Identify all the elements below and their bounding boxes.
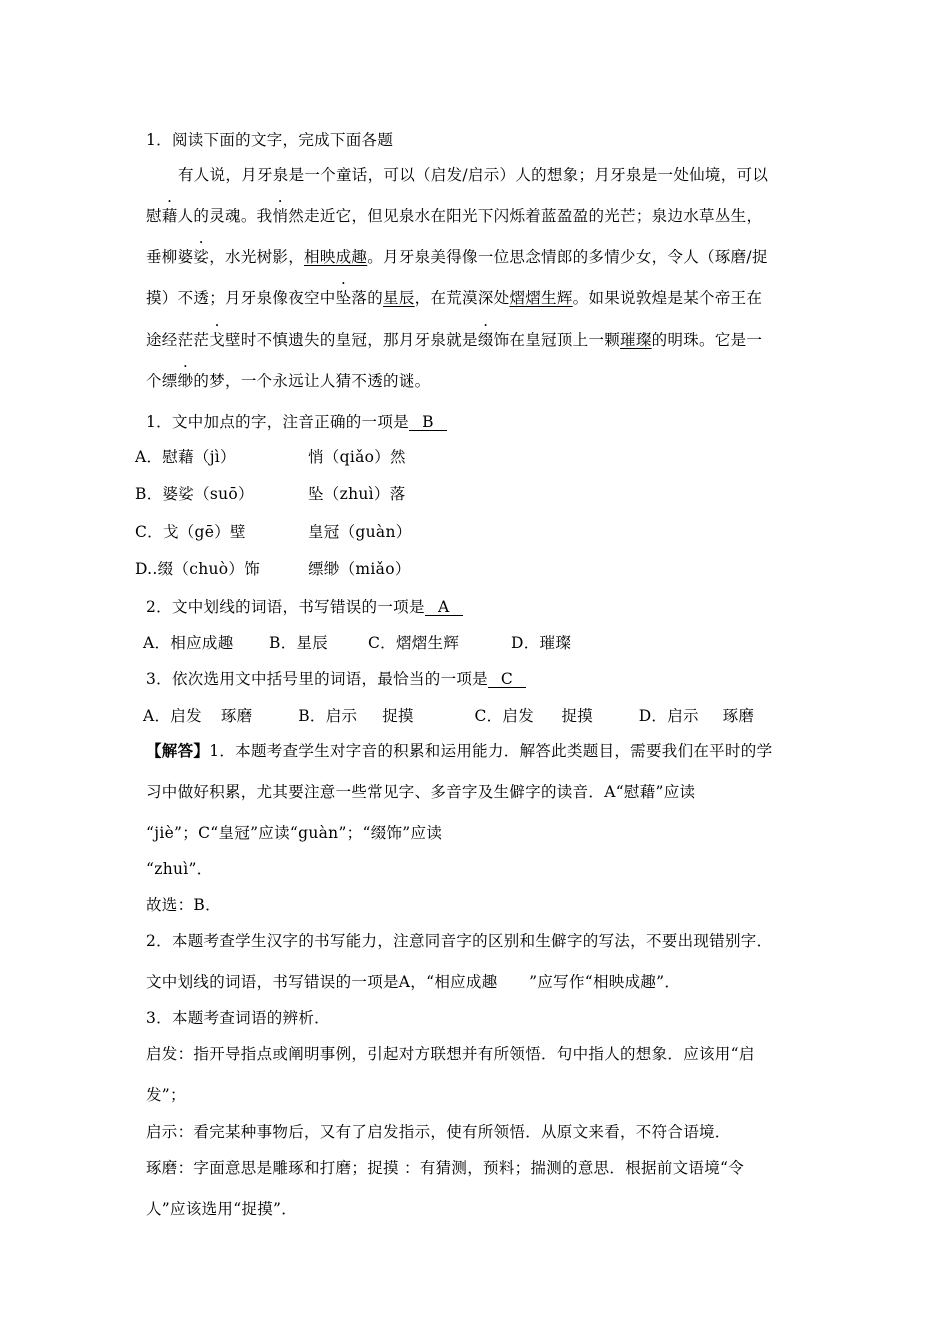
- text: 1．文中加点的字，注音正确的一项是: [146, 413, 409, 431]
- q1-option-c: [135, 520, 412, 542]
- passage-line-3: [146, 245, 768, 267]
- text: 慰: [146, 207, 162, 225]
- q1-option-b: [135, 482, 406, 504]
- underlined-word: 相映成趣: [304, 248, 368, 266]
- explain-line-1: [146, 739, 772, 761]
- passage-line-1: 有人说，月牙泉是一个童话，可以（启发/启示）人的想象；月牙泉是一处仙境，可以: [178, 166, 769, 184]
- option-right: 缥缈（miǎo）: [308, 560, 411, 578]
- option-d-word2: 琢磨: [722, 707, 755, 725]
- option: D．璀璨: [511, 634, 572, 652]
- dotted-char: 缈: [177, 372, 194, 390]
- text: ，水光树影，: [209, 248, 305, 266]
- dotted-char: 缀: [477, 331, 494, 349]
- text: 个缥: [146, 372, 178, 390]
- text: 途经茫茫: [146, 331, 210, 349]
- text: 壁时不慎遗失的皇冠，那月牙泉就是: [225, 331, 478, 349]
- q1-option-a: [135, 445, 406, 467]
- option-right: 坠（zhuì）落: [308, 485, 406, 503]
- text: 的梦，一个永远让人猜不透的谜。: [193, 372, 431, 390]
- text: 然走近它，但见泉水在阳光下闪烁着蓝盈盈的光芒；泉边水草丛生，: [288, 207, 763, 225]
- option-d-word1: D．启示: [638, 707, 699, 725]
- underlined-word: 璀璨: [620, 331, 652, 349]
- explain-line-8: 3．本题考查词语的辨析．: [146, 1009, 330, 1027]
- option: B．星辰: [269, 634, 329, 652]
- underlined-word: 熠熠生辉: [509, 289, 573, 307]
- explain-line-5: 故选：B．: [146, 896, 221, 914]
- explain-line-7: 文中划线的词语，书写错误的一项是A，“相应成趣 ”应写作“相映成趣”．: [146, 973, 681, 991]
- text: 。如果说敦煌是某个帝王在: [572, 289, 763, 307]
- explain-line-3: “jiè”；C“皇冠”应读“guàn”；“缀饰”应读: [146, 824, 443, 842]
- explain-line-13: 人”应该选用“捉摸”．: [146, 1200, 298, 1218]
- dotted-char: 娑: [193, 248, 210, 266]
- dotted-char: 坠: [335, 289, 352, 307]
- passage-line-5: [146, 328, 762, 350]
- option-c-word1: C．启发: [474, 707, 535, 725]
- explain-line-11: 启示：看完某种事物后，又有了启发指示，使有所领悟．从原文来看，不符合语境．: [146, 1123, 731, 1141]
- dotted-char: 戈: [209, 331, 226, 349]
- dotted-char: 悄: [272, 207, 289, 225]
- text: 3．依次选用文中括号里的词语，最恰当的一项是: [146, 670, 488, 688]
- passage-line-6: [146, 369, 430, 391]
- explain-line-12: 琢磨：字面意思是雕琢和打磨；捉摸 ：有猜测，预料；揣测的意思．根据前文语境“令: [146, 1159, 745, 1177]
- text: 落的: [351, 289, 384, 307]
- answer-blank: A: [425, 599, 463, 616]
- text: 。月牙泉美得像一位思念情郎的多情少女，令人（琢磨/捉: [367, 248, 768, 266]
- option-left: C．戈（gē）壁: [135, 523, 246, 541]
- text: 摸）不透；月牙泉像夜空中: [146, 289, 336, 307]
- q3-options: [143, 704, 754, 726]
- text: 2．文中划线的词语，书写错误的一项是: [146, 598, 425, 616]
- option-b-word1: B．启示: [298, 707, 358, 725]
- option-right: 皇冠（guàn）: [308, 523, 412, 541]
- answer-tag: 【解答】: [146, 741, 210, 760]
- option-left: B．婆娑（suō）: [135, 485, 254, 503]
- text: 饰在皇冠顶上一颗: [493, 331, 621, 349]
- text: 人的灵魂。我: [177, 207, 273, 225]
- underlined-word: 星辰: [383, 289, 415, 307]
- answer-blank: B: [409, 414, 447, 431]
- passage-line-2: [146, 204, 762, 226]
- option: C．熠熠生辉: [368, 634, 460, 652]
- text: ，在荒漠深处: [414, 289, 510, 307]
- text: 垂柳婆: [146, 248, 194, 266]
- text: 1．本题考查学生对字音的积累和运用能力．解答此类题目，需要我们在平时的学: [209, 742, 773, 760]
- answer-blank: C: [488, 671, 526, 688]
- option-left: A．慰藉（jì）: [135, 448, 236, 466]
- option-a-word2: 琢磨: [221, 707, 253, 725]
- q2-stem: [146, 595, 463, 617]
- explain-line-2: 习中做好积累，尤其要注意一些常见字、多音字及生僻字的读音．A“慰藉”应读: [146, 783, 696, 801]
- option-right: 悄（qiǎo）然: [308, 448, 406, 466]
- option: A．相应成趣: [143, 634, 234, 652]
- passage-line-4: [146, 286, 762, 308]
- dotted-char: 藉: [161, 207, 178, 225]
- option-a-word1: A．启发: [143, 707, 202, 725]
- explain-line-10: 发”；: [146, 1086, 186, 1104]
- text: 的明珠。它是一: [651, 331, 763, 349]
- q3-stem: [146, 667, 526, 689]
- q1-option-d: [135, 557, 411, 579]
- option-left: D..缀（chuò）饰: [135, 560, 261, 578]
- explain-line-6: 2．本题考查学生汉字的书写能力，注意同音字的区别和生僻字的写法，不要出现错别字．: [146, 932, 773, 950]
- q1-stem: [146, 410, 447, 432]
- question-title: 1．阅读下面的文字，完成下面各题: [146, 131, 394, 149]
- q2-options: [143, 631, 571, 653]
- explain-line-4: “zhuì”．: [146, 860, 213, 878]
- option-b-word2: 捉摸: [382, 707, 414, 725]
- explain-line-9: 启发：指开导指点或阐明事例，引起对方联想并有所领悟．句中指人的想象．应该用“启: [146, 1045, 755, 1063]
- option-c-word2: 捉摸: [561, 707, 594, 725]
